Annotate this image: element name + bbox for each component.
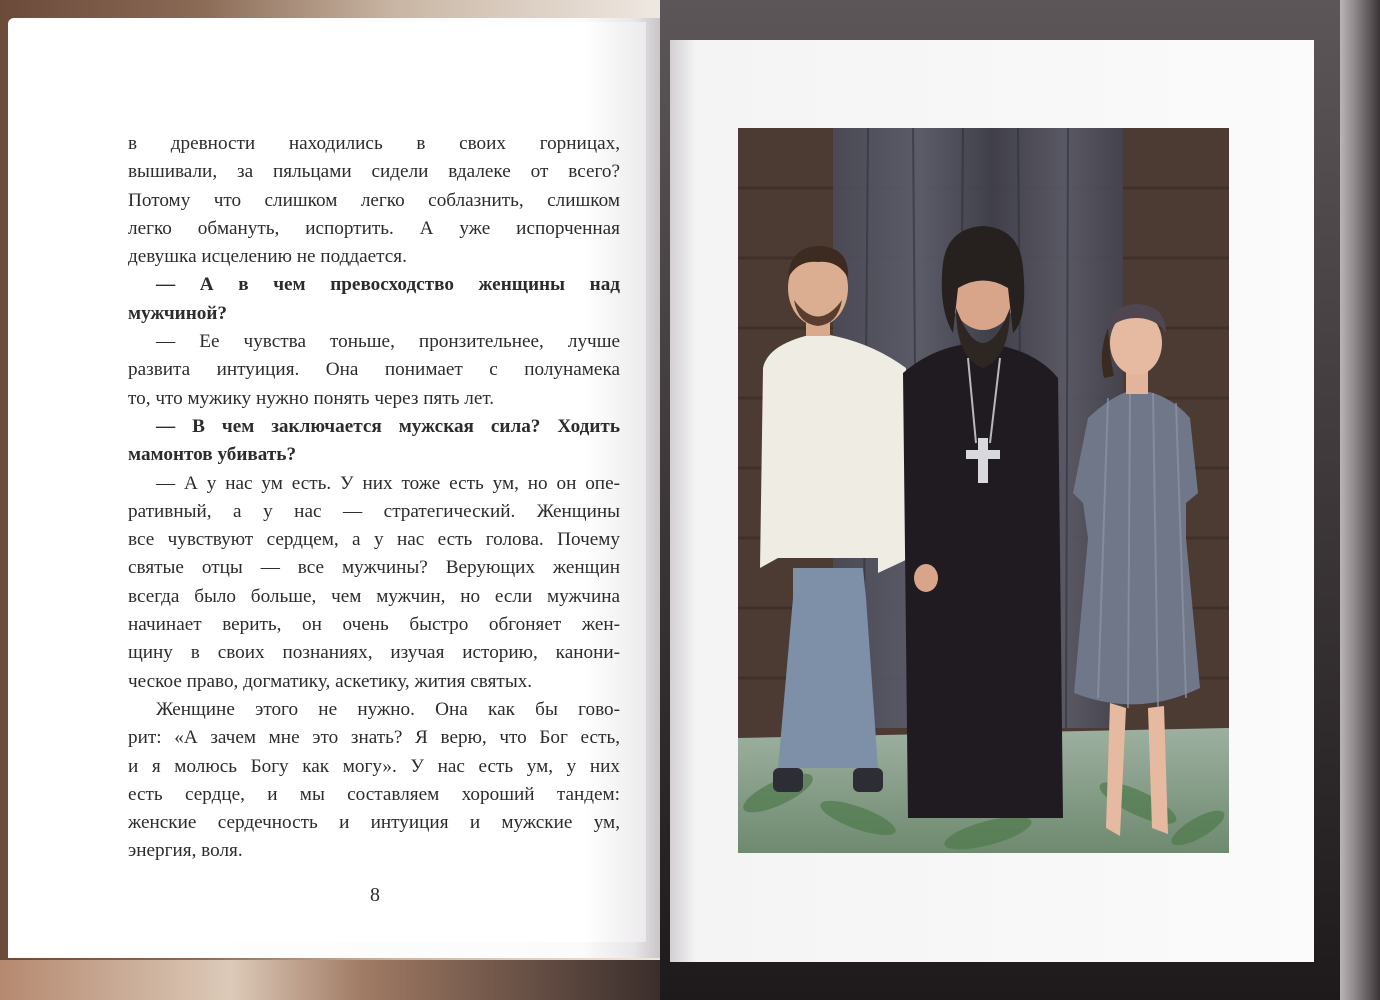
text-line: ческое право, догматику, аскетику, жития святых. bbox=[128, 670, 533, 692]
text-line: мамонтов убивать? bbox=[128, 444, 297, 466]
text-line: энергия, воля. bbox=[128, 840, 243, 862]
photo-illustration bbox=[738, 128, 1229, 853]
page-number: 8 bbox=[370, 884, 380, 906]
left-page-text bbox=[128, 130, 620, 866]
text-line: щину в своих познаниях, изучая историю, канони- bbox=[128, 642, 620, 664]
text-line: девушка исцелению не поддается. bbox=[128, 246, 407, 268]
text-line: мужчиной? bbox=[128, 302, 228, 324]
text-line: вышивали, за пяльцами сидели вдалеке от всего? bbox=[128, 161, 620, 183]
text-line: — Ее чувства тоньше, пронзительнее, лучше bbox=[156, 331, 620, 353]
text-line: — А в чем превосходство женщины над bbox=[156, 274, 620, 296]
text-line: развита интуиция. Она понимает с полунамека bbox=[128, 359, 620, 381]
text-line: ративный, а у нас — стратегический. Женщины bbox=[128, 500, 620, 522]
text-line: начинает верить, он очень быстро обгоняет жен- bbox=[128, 614, 620, 636]
text-line: — В чем заключается мужская сила? Ходить bbox=[156, 415, 620, 437]
text-line: Женщине этого не нужно. Она как бы гово- bbox=[156, 698, 620, 720]
text-line: есть сердце, и мы составляем хороший тандем: bbox=[128, 783, 620, 805]
book-bottom-edge bbox=[0, 960, 660, 1000]
text-line: и я молюсь Богу как могу». У нас есть ум, у них bbox=[128, 755, 620, 777]
text-line: все чувствуют сердцем, а у нас есть голова. Почему bbox=[128, 529, 620, 551]
text-line: в древности находились в своих горницах, bbox=[128, 133, 620, 154]
book-edge bbox=[1340, 0, 1380, 1000]
text-line: всегда было больше, чем мужчин, но если мужчина bbox=[128, 585, 620, 607]
text-line: рит: «А зачем мне это знать? Я верю, что Бог есть, bbox=[128, 727, 620, 749]
photo bbox=[738, 128, 1229, 853]
text-line: Потому что слишком легко соблазнить, слишком bbox=[128, 189, 620, 211]
text-line: святые отцы — все мужчины? Верующих женщин bbox=[128, 557, 620, 579]
text-line: — А у нас ум есть. У них тоже есть ум, но он опе- bbox=[156, 472, 620, 494]
text-line: женские сердечность и интуиция и мужские ум, bbox=[128, 812, 620, 834]
text-line: то, что мужику нужно понять через пять лет. bbox=[128, 387, 495, 409]
text-line: легко обмануть, испортить. А уже испорченная bbox=[128, 217, 620, 239]
